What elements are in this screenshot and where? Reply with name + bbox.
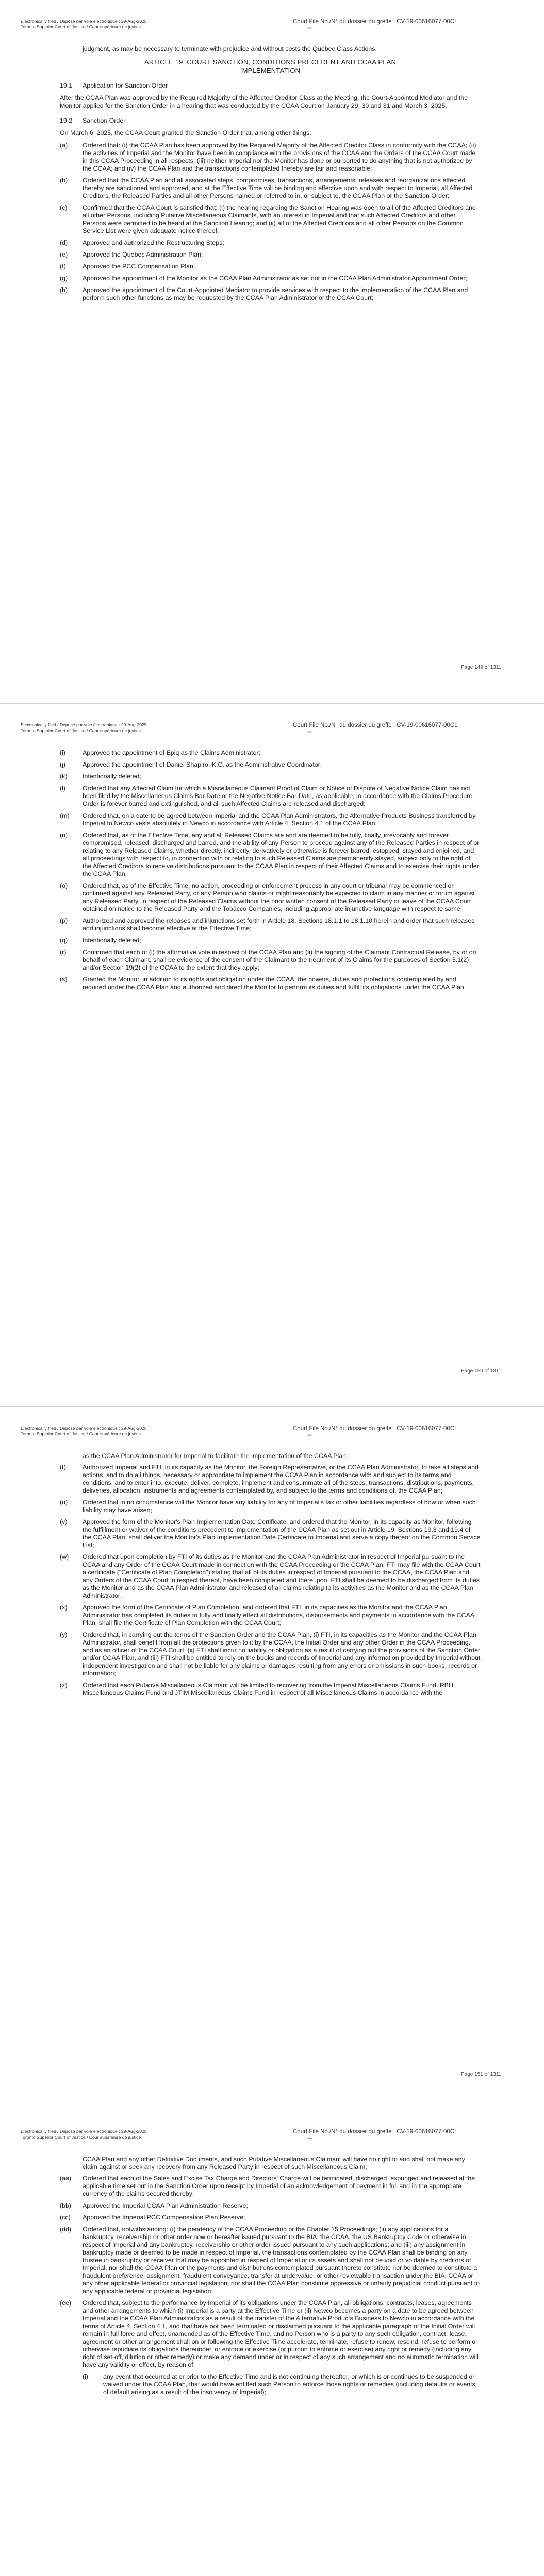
item-label: (v) [60, 1518, 68, 1526]
item-text: Ordered that any Affected Claim for which a Miscellaneous Claimant Proof of Claim or Notice of Dispute of Negative Notice Claim has not been filed by the Miscellaneous Claims Bar Date or the Negative Notice Bar Date, as applicable, in accordance with the Claims Procedure Order is forever barred and extinguished, and all such Affected Claims are released and discharged; [83, 785, 473, 807]
filing-stamp [21, 2129, 147, 2140]
list-item [60, 812, 481, 827]
list-item [60, 1682, 481, 1697]
filing-stamp-line-2: Toronto Superior Court of Justice / Cour supérieure de justice [21, 2134, 141, 2140]
item-text: Ordered that in no circumstance will the Monitor have any liability for any of Imperial's tax or other liabilities regardless of how or when such liability may have arisen; [83, 1499, 476, 1514]
section-heading [60, 117, 481, 125]
list-item [60, 251, 481, 259]
filing-stamp [21, 1426, 147, 1437]
section-intro: On March 6, 2025, the CCAA Court granted the Sanction Order that, among other things: [60, 129, 311, 137]
item-label: (k) [60, 773, 68, 780]
list-item [60, 1499, 481, 1514]
item-label: (u) [60, 1499, 68, 1506]
item-text: Ordered that, as of the Effective Time, any and all Released Claims are and are deemed to be fully, finally, irrevocably and forever compromised, released, discharged and barred, and the ability of any Person to proceed against any of the Released Parties in respect of or relating to any Released Claims, whether directly, indirectly, derivatively or otherwise is forever barred, estopped, stayed and enjoined, and all proceedings with respect to, in connection with or relating to such Released Claims are permanently stayed, subject only to the right of the Affected Creditors to receive distributions pursuant to the CCAA Plan in respect of their Affected Claims and to exercise their rights under the CCAA Plan; [83, 832, 480, 877]
continued-text: CCAA Plan and any other Definitive Documents, and such Putative Miscellaneous Claimant will have no right to and shall not make any claim against or seek any recovery from any Released Party in respect of such Miscellaneous Claim; [83, 2156, 465, 2171]
item-label: (c) [60, 204, 68, 211]
item-text: Ordered that each Putative Miscellaneous Claimant will be limited to recovering from the Imperial Miscellaneous Claims Fund, RBH Miscellaneous Claims Fund and JTIM Miscellaneous Claims Fund in respect of all Miscellaneous Claims in accordance with the [83, 1682, 453, 1697]
list-item [60, 142, 481, 173]
header-mark: *** [307, 2137, 312, 2142]
page-header [21, 722, 523, 745]
item-label: (e) [60, 251, 68, 258]
item-label: (b) [60, 177, 68, 184]
list-item [60, 1631, 481, 1677]
page-header [21, 2129, 523, 2151]
filing-stamp-line-2: Toronto Superior Court of Justice / Cour supérieure de justice [21, 24, 141, 29]
item-text: Approved the appointment of Epiq as the Claims Administrator; [83, 749, 261, 756]
list-item [60, 832, 481, 878]
list-item [60, 1604, 481, 1627]
item-label: (t) [60, 1464, 66, 1471]
item-label: (i) [60, 749, 66, 756]
item-text: Authorized Imperial and FTI, in its capacity as the Monitor, the Foreign Representative, or the CCAA Plan Administrator, to take all steps and actions, and to do all things, necessary or appropriate to implement the CCAA Plan in accordance with and subject to its terms and conditions, and to enter into, execute, deliver, complete, implement and consummate all of the steps, transactions, distributions, payments, deliveries, allocation, instruments and agreements contemplated by, and subject to the terms and conditions of, the CCAA Plan; [83, 1464, 479, 1494]
item-text: Ordered that, notwithstanding: (i) the pendency of the CCAA Proceeding or the Chapter 15 Proceedings; (ii) any applications for a bankruptcy, receivership or other order now or hereafter issued pursuant to the BIA, the CCAA, the US Bankruptcy Code or otherwise in respect of Imperial and any bankruptcy, receivership or other order issued pursuant to any such applications; and (iii) any assignment in bankruptcy made or deemed to be made in respect of Imperial, the transactions contemplated by the CCAA Plan shall be binding on any trustee in bankruptcy or receiver that may be appointed in respect of Imperial or its assets and shall not be void or voidable by creditors of Imperial, nor shall the CCAA Plan or the payments and distributions contemplated pursuant thereto constitute nor be deemed to constitute a fraudulent preference, assignment, fraudulent conveyance, transfer at undervalue, or other reviewable transaction under the BIA, CCAA or any other applicable federal or provincial legislation, nor shall the CCAA Plan constitute oppressive or unfairly prejudicial conduct pursuant to any applicable federal or provincial legislation; [83, 2226, 480, 2295]
item-text: Confirmed that the CCAA Court is satisfied that: (i) the hearing regarding the Sanction Hearing was open to all of the Affected Creditors and all other Persons, including Putative Miscellaneous Claimants, with an interest in Imperial and that such Affected Creditors and other Persons were permitted to be heard at the Sanction Hearing; and (ii) all of the Affected Creditors and all other Persons on the Common Service List were given adequate notice thereof; [83, 204, 476, 234]
item-label: (dd) [60, 2226, 72, 2233]
list-item [60, 917, 481, 933]
list-item [60, 263, 481, 270]
page-header [21, 1426, 523, 1448]
list-item [60, 2202, 481, 2210]
item-label: (cc) [60, 2214, 71, 2221]
item-label: (l) [60, 785, 66, 792]
page-number: Page 149 of 1311 [461, 665, 502, 670]
header-mark: *** [307, 731, 312, 735]
filing-stamp-line-1: Electronically filed / Déposé par voie électronique : 29-Aug-2025 [21, 19, 147, 24]
item-text: Approved the appointment of the Court-Appointed Mediator to provide services with respect to the implementation of the CCAA Plan and perform such other functions as may be requested by the CCAA Plan Administrator or the CCAA Court; [83, 286, 468, 301]
list-item [60, 785, 481, 808]
list-item [60, 976, 481, 991]
court-file-number: Court File No./N° du dossier du greffe : CV-19-00616077-00CL [293, 1426, 458, 1432]
page-number: Page 150 of 1311 [461, 1368, 502, 1374]
item-label: (aa) [60, 2175, 72, 2182]
item-label: (y) [60, 1631, 68, 1638]
court-file-number: Court File No./N° du dossier du greffe : CV-19-00616077-00CL [293, 722, 458, 728]
item-text: Ordered that, on a date to be agreed between Imperial and the CCAA Plan Administrators, the Alternative Products Business transferred by Imperial to Newco vests absolutely in Newco in accordance with Article 4, Section 4.1 of the CCAA Plan; [83, 812, 476, 827]
list-item [60, 2226, 481, 2295]
item-label: (g) [60, 275, 68, 282]
section-paragraph: After the CCAA Plan was approved by the Required Majority of the Affected Creditor Class at the Meeting, the Court-Appointed Mediator and the Monitor applied for the Sanction Order in a hearing that was conducted by the CCAA Court on January 29, 30 and 31 and March 3, 2025. [60, 94, 468, 109]
sub-item-text: any event that occurred at or prior to the Effective Time and is not continuing thereafter, or which is or continues to be suspended or waived under the CCAA Plan, that would have entitled such Person to enforce those rights or remedies (including defaults or events of default arising as a result of the insolvency of Imperial); [103, 2373, 475, 2396]
list-item [60, 761, 481, 769]
item-text: Approved the Quebec Administration Plan; [83, 251, 203, 258]
page-body [60, 749, 481, 995]
item-text: Intentionally deleted; [83, 773, 141, 780]
item-label: (n) [60, 832, 68, 839]
item-text: Approved the form of the Certificate of Plan Completion, and ordered that FTI, in its capacities as the Monitor and the CCAA Plan Administrator has completed its duties to fully and finally effect all distributions, disbursements and payments in accordance with the CCAA Plan, shall file the Certificate of Plan Completion with the CCAA Court; [83, 1604, 474, 1626]
court-file-number: Court File No./N° du dossier du greffe : CV-19-00616077-00CL [293, 19, 458, 25]
court-file-number: Court File No./N° du dossier du greffe : CV-19-00616077-00CL [293, 2129, 458, 2135]
item-label: (a) [60, 142, 68, 149]
item-label: (r) [60, 948, 67, 956]
item-label: (o) [60, 882, 68, 889]
section-heading [60, 82, 481, 90]
list-item [60, 882, 481, 913]
continued-text: judgment, as may be necessary to terminate with prejudice and without costs the Quebec Class Actions. [83, 45, 377, 53]
filing-stamp [21, 19, 147, 30]
item-label: (w) [60, 1553, 69, 1561]
list-item [60, 239, 481, 247]
page-number: Page 151 of 1311 [461, 2072, 502, 2077]
item-label: (p) [60, 917, 68, 924]
article-heading [60, 58, 481, 75]
list-item [60, 1553, 481, 1600]
item-label: (bb) [60, 2202, 72, 2209]
section-number: 19.1 [60, 82, 73, 89]
page-body [60, 45, 481, 306]
item-text: Ordered that, in carrying out the terms of the Sanction Order and the CCAA Plan, (i) FTI, in its capacities as the Monitor and the CCAA Plan Administrator, shall benefit from all the protections given to it by the CCAA, the Initial Order and any other Order in the CCAA Proceeding, and as an officer of the CCAA Court, (ii) FTI shall incur no liability or obligation as a result of carrying out the provisions of the Sanction Order and/or CCAA Plan, and (iii) FTI shall be entitled to rely on the books and records of Imperial and any information provided by Imperial without independent investigation and shall not be liable for any claims or damages resulting from any errors or omissions in such books, records or information; [83, 1631, 481, 1677]
item-label: (d) [60, 239, 68, 246]
list-item [60, 286, 481, 302]
item-text: Ordered that each of the Sales and Excise Tax Charge and Directors' Charge will be terminated, discharged, expunged and released at the applicable time set out in the Sanction Order upon receipt by Imperial of an acknowledgement of payment in full and in the appropriate currency of the claims secured thereby; [83, 2175, 475, 2197]
item-label: (q) [60, 937, 68, 944]
sub-item-label: (i) [83, 2373, 89, 2380]
item-text: Authorized and approved the releases and injunctions set forth in Article 18, Sections 18.1.1 to 18.1.10 herein and order that such releases and injunctions shall become effective at the Effective Time; [83, 917, 475, 932]
item-text: Approved the form of the Monitor's Plan Implementation Date Certificate, and ordered that the Monitor, in its capacity as Monitor, following the fulfillment or waiver of the conditions precedent to implementation of the CCAA Plan as set out in Article 19, Sections 19.3 and 19.4 of the CCAA Plan, shall deliver the Monitor's Plan Implementation Date Certificate to Imperial and serve a copy thereof on the Common Service List; [83, 1518, 481, 1549]
document-page-3 [0, 1406, 544, 2110]
page-body [60, 1452, 481, 1701]
filing-stamp-line-1: Electronically filed / Déposé par voie électronique : 29-Aug-2025 [21, 2129, 147, 2134]
header-mark: *** [307, 27, 312, 31]
page-body [60, 2156, 481, 2400]
item-text: Approved the PCC Compensation Plan; [83, 263, 195, 270]
item-text: Confirmed that each of (i) the affirmative vote in respect of the CCAA Plan and (ii) the signing of the Claimant Contractual Release, by or on behalf of each Claimant, shall be evidence of the consent of the Claimant to the treatment of its Claims for the purposes of Section 5.1(2) and/or Section 19(2) of the CCAA to the extent that they apply; [83, 948, 476, 971]
sub-list-item [83, 2373, 481, 2396]
item-label: (j) [60, 761, 66, 768]
item-text: Approved the Imperial CCAA Plan Administration Reserve; [83, 2202, 248, 2209]
list-item [60, 177, 481, 200]
article-heading-line-1: ARTICLE 19. COURT SANCTION, CONDITIONS PRECEDENT AND CCAA PLAN [144, 58, 397, 66]
section-title: Application for Sanction Order [83, 82, 168, 89]
item-text: Granted the Monitor, in addition to its rights and obligation under the CCAA, the powers, duties and protections contemplated by and required under the CCAA Plan and authorized and direct the Monitor to perform its duties and fulfill its obligations under the CCAA Plan [83, 976, 464, 991]
list-item [60, 2175, 481, 2198]
section-number: 19.2 [60, 117, 73, 124]
item-label: (s) [60, 976, 68, 983]
page-header [21, 19, 523, 41]
document-page-2 [0, 703, 544, 1406]
item-label: (h) [60, 286, 68, 294]
list-item [60, 1464, 481, 1495]
document-page-1 [0, 0, 544, 703]
header-mark: *** [307, 1434, 312, 1438]
item-label: (x) [60, 1604, 68, 1611]
item-text: Ordered that upon completion by FTI of its duties as the Monitor and the CCAA Plan Administrator in respect of Imperial pursuant to the CCAA and any Order of the CCAA Court made in connection with the CCAA Proceeding or the CCAA Plan, FTI may file with the CCAA Court a certificate ("Certificate of Plan Completion") stating that all of its duties in respect of Imperial pursuant to the CCAA, the CCAA Plan and any Orders of the CCAA Court in respect thereof, have been completed and thereupon, FTI shall be deemed to be discharged from its duties as the Monitor and as the CCAA Plan Administrator and released of all claims relating to its activities as the Monitor and as the CCAA Plan Administrator; [83, 1553, 481, 1599]
list-item [60, 937, 481, 944]
item-text: Ordered that: (i) the CCAA Plan has been approved by the Required Majority of the Affected Creditor Class in conformity with the CCAA; (ii) the activities of Imperial and the Monitor have been in compliance with the provisions of the CCAA and the Orders of the CCAA Court made in this CCAA Proceeding in all respects; (iii) neither Imperial nor the Monitor has done or purported to do anything that is not authorized by the CCAA; and (iv) the CCAA Plan and the transactions contemplated thereby are fair and reasonable; [83, 142, 476, 172]
filing-stamp-line-2: Toronto Superior Court of Justice / Cour supérieure de justice [21, 1431, 141, 1436]
item-text: Approved the appointment of the Monitor as the CCAA Plan Administrator as set out in the CCAA Plan Administrator Appointment Order; [83, 275, 467, 282]
item-label: (ee) [60, 2299, 72, 2307]
list-item [60, 204, 481, 235]
item-label: (z) [60, 1682, 68, 1689]
filing-stamp-line-2: Toronto Superior Court of Justice / Cour supérieure de justice [21, 728, 141, 733]
list-item [60, 2299, 481, 2369]
article-heading-line-2: IMPLEMENTATION [240, 66, 301, 74]
item-text: Approved and authorized the Restructuring Steps; [83, 239, 224, 246]
section-title: Sanction Order [83, 117, 126, 124]
item-text: Intentionally deleted; [83, 937, 141, 944]
item-label: (f) [60, 263, 66, 270]
continued-text: as the CCAA Plan Administrator for Imperial to facilitate the implementation of the CCAA Plan; [83, 1452, 348, 1460]
filing-stamp-line-1: Electronically filed / Déposé par voie électronique : 29-Aug-2025 [21, 1426, 147, 1431]
filing-stamp-line-1: Electronically filed / Déposé par voie électronique : 29-Aug-2025 [21, 722, 147, 727]
document-page-4 [0, 2110, 544, 2576]
item-label: (m) [60, 812, 70, 819]
item-text: Ordered that the CCAA Plan and all associated steps, compromises, transactions, arrangements, releases and reorganizations effected thereby are sanctioned and approved, and at the Effective Time will be binding and effective upon and with respect to Imperial, all Affected Creditors, the Released Parties and all other Persons named or referred to in, or subject to, the CCAA Plan or the Sanction Order; [83, 177, 473, 199]
list-item [60, 1518, 481, 1549]
list-item [60, 275, 481, 282]
list-item [60, 749, 481, 757]
item-text: Ordered that, subject to the performance by Imperial of its obligations under the CCAA Plan, all obligations, contracts, leases, agreements and other arrangements to which (i) Imperial is a party at the Effective Time or (ii) Newco becomes a party on a date to be agreed between Imperial and the CCAA Plan Administrators as a result of the transfer of the Alternative Products Business to Newco in accordance with the terms of Article 4, Section 4.1, and that have not been terminated or disclaimed pursuant to the applicable paragraph of the Initial Order will remain in full force and effect, unamended as of the Effective Time, and no Person who is a party to any such obligation, contract, lease, agreement or other arrangement shall on or following the Effective Time accelerate, terminate, refuse to renew, rescind, refuse to perform or otherwise repudiate its obligations thereunder, or enforce or exercise (or purport to enforce or exercise) any right or remedy (including any right of set-off, dilution or other remedy) or make any demand under or in respect of any such arrangement and no automatic termination will have any validity or effect, by reason of: [83, 2299, 479, 2368]
item-text: Approved the Imperial PCC Compensation Plan Reserve; [83, 2214, 245, 2221]
filing-stamp [21, 722, 147, 734]
item-text: Ordered that, as of the Effective Time, no action, proceeding or enforcement process in any court or tribunal may be commenced or continued against any Released Party, or any Person who claims or might reasonably be expected to claim in any manner or forum against any Released Party, in respect of the Released Claims without the prior written consent of the Released Party or leave of the CCAA Court obtained on notice to the Released Party and the Tobacco Companies, including appropriate injunctive language with respect to same; [83, 882, 475, 912]
list-item [60, 2214, 481, 2222]
list-item [60, 948, 481, 972]
list-item [60, 773, 481, 781]
item-text: Approved the appointment of Daniel Shapiro, K.C. as the Administrative Coordinator; [83, 761, 322, 768]
